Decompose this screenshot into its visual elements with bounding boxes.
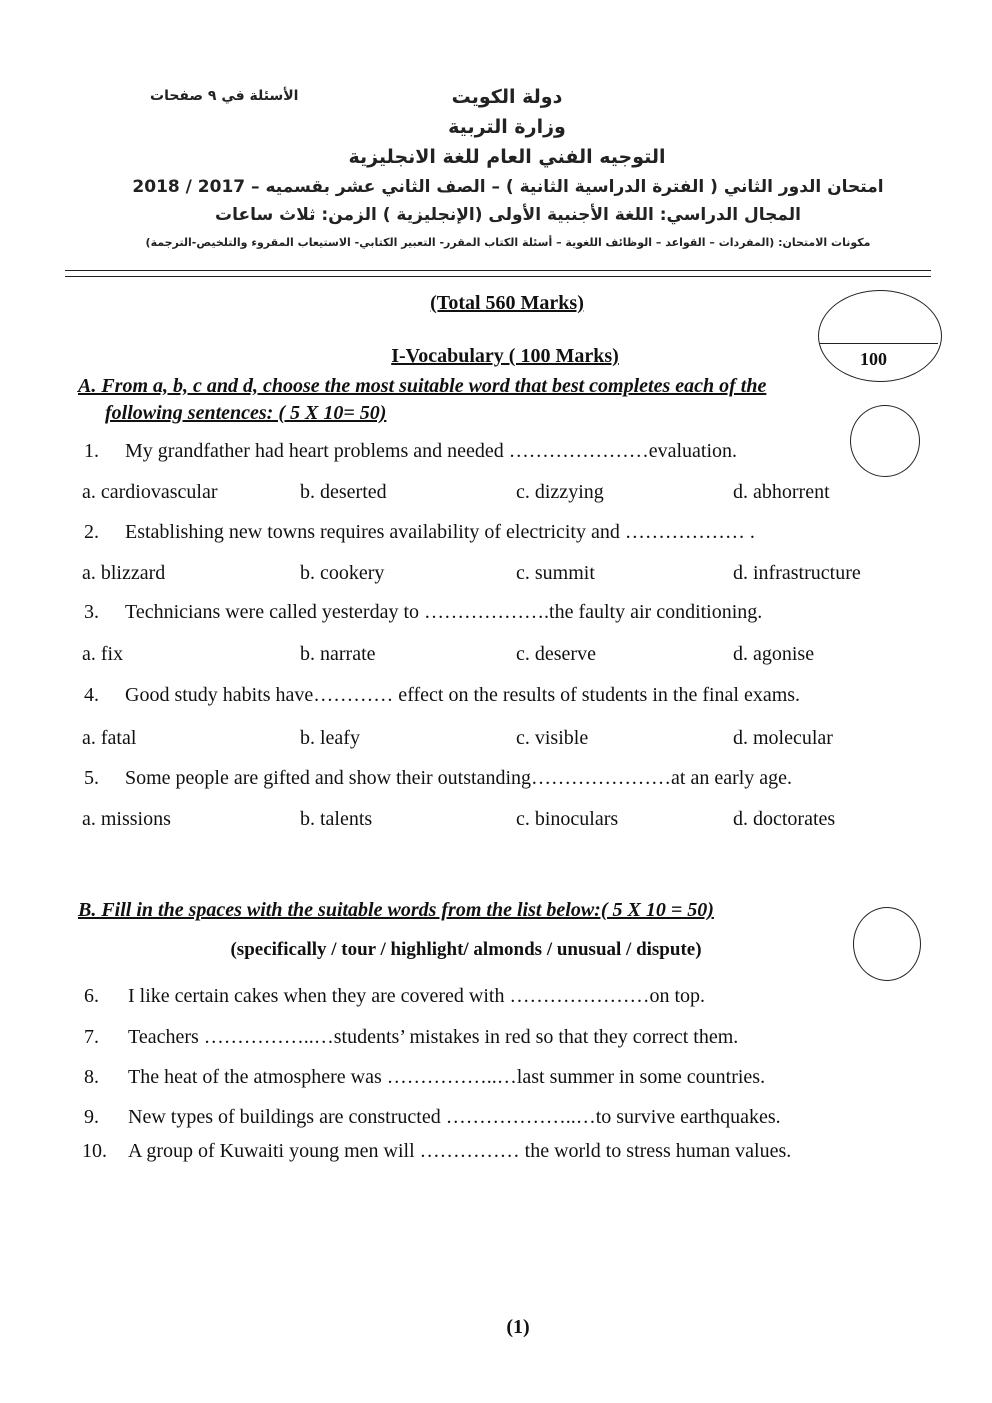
answer-option: d. doctorates	[733, 808, 836, 830]
answer-option: a. fix	[82, 643, 124, 665]
answer-option: d. infrastructure	[733, 562, 861, 584]
score-circle-a	[850, 405, 920, 477]
question-number: 2.	[84, 521, 99, 543]
part-a-instruction: A. From a, b, c and d, choose the most suitable word that best completes each of the	[78, 375, 767, 397]
answer-option: b. deserted	[300, 481, 387, 503]
question-text: Technicians were called yesterday to ……………….the faulty air conditioning.	[125, 601, 763, 623]
total-marks: (Total 560 Marks)	[430, 292, 584, 314]
header-components: مكونات الامتحان: (المفردات – القواعد – الوظائف اللغوية – أسئلة الكتاب المقرر- التعبير الكتابي- الاستيعاب المقروء والتلخيص-الترجمة)	[145, 236, 871, 249]
header-country: دولة الكويت	[451, 86, 563, 108]
question-number: 9.	[84, 1106, 99, 1128]
answer-option: a. fatal	[82, 727, 137, 749]
answer-option: c. visible	[516, 727, 589, 749]
header-subject: المجال الدراسي: اللغة الأجنبية الأولى (الإنجليزية ) الزمن: ثلاث ساعات	[215, 205, 801, 225]
question-number: 1.	[84, 440, 99, 462]
divider	[65, 270, 931, 271]
question-number: 5.	[84, 767, 99, 789]
question-text: New types of buildings are constructed ………………..…to survive earthquakes.	[128, 1106, 781, 1128]
question-text: Establishing new towns requires availability of electricity and ……………… .	[125, 521, 755, 543]
section-title: I-Vocabulary ( 100 Marks)	[391, 345, 619, 367]
answer-option: a. missions	[82, 808, 171, 830]
answer-option: b. narrate	[300, 643, 376, 665]
header-department: التوجيه الفني العام للغة الانجليزية	[348, 146, 666, 168]
answer-option: c. dizzying	[516, 481, 604, 503]
answer-option: b. talents	[300, 808, 373, 830]
part-b-instruction: B. Fill in the spaces with the suitable words from the list below:( 5 X 10 = 50)	[78, 899, 714, 921]
answer-option: a. cardiovascular	[82, 481, 218, 503]
question-text: I like certain cakes when they are covered with …………………on top.	[128, 985, 706, 1007]
question-number: 3.	[84, 601, 99, 623]
question-number: 10.	[82, 1140, 107, 1162]
question-number: 6.	[84, 985, 99, 1007]
score-total: 100	[860, 349, 887, 369]
question-number: 8.	[84, 1066, 99, 1088]
header-exam: امتحان الدور الثاني ( الفترة الدراسية الثانية ) – الصف الثاني عشر بقسميه – 2017 / 2018	[132, 177, 884, 197]
question-text: Some people are gifted and show their outstanding…………………at an early age.	[125, 767, 793, 789]
pages-note: الأسئلة في ٩ صفحات	[150, 88, 299, 104]
answer-option: b. cookery	[300, 562, 385, 584]
question-text: A group of Kuwaiti young men will …………… the world to stress human values.	[128, 1140, 792, 1162]
part-a-instruction-2: following sentences: ( 5 X 10= 50)	[105, 402, 387, 424]
answer-option: a. blizzard	[82, 562, 166, 584]
answer-option: d. molecular	[733, 727, 833, 749]
question-text: The heat of the atmosphere was ……………..…last summer in some countries.	[128, 1066, 766, 1088]
question-number: 4.	[84, 684, 99, 706]
question-text: My grandfather had heart problems and needed …………………evaluation.	[125, 440, 738, 462]
divider	[65, 276, 931, 277]
score-divider	[820, 343, 938, 344]
answer-option: c. binoculars	[516, 808, 619, 830]
answer-option: c. deserve	[516, 643, 596, 665]
question-text: Good study habits have………… effect on the results of students in the final exams.	[125, 684, 801, 706]
question-text: Teachers ……………..…students’ mistakes in red so that they correct them.	[128, 1026, 739, 1048]
answer-option: b. leafy	[300, 727, 360, 749]
score-circle-b	[853, 907, 921, 981]
answer-option: d. abhorrent	[733, 481, 830, 503]
answer-option: c. summit	[516, 562, 595, 584]
header-ministry: وزارة التربية	[448, 116, 566, 138]
word-list: (specifically / tour / highlight/ almonds / unusual / dispute)	[230, 939, 702, 960]
answer-option: d. agonise	[733, 643, 815, 665]
question-number: 7.	[84, 1026, 99, 1048]
page-number: (1)	[506, 1316, 530, 1338]
